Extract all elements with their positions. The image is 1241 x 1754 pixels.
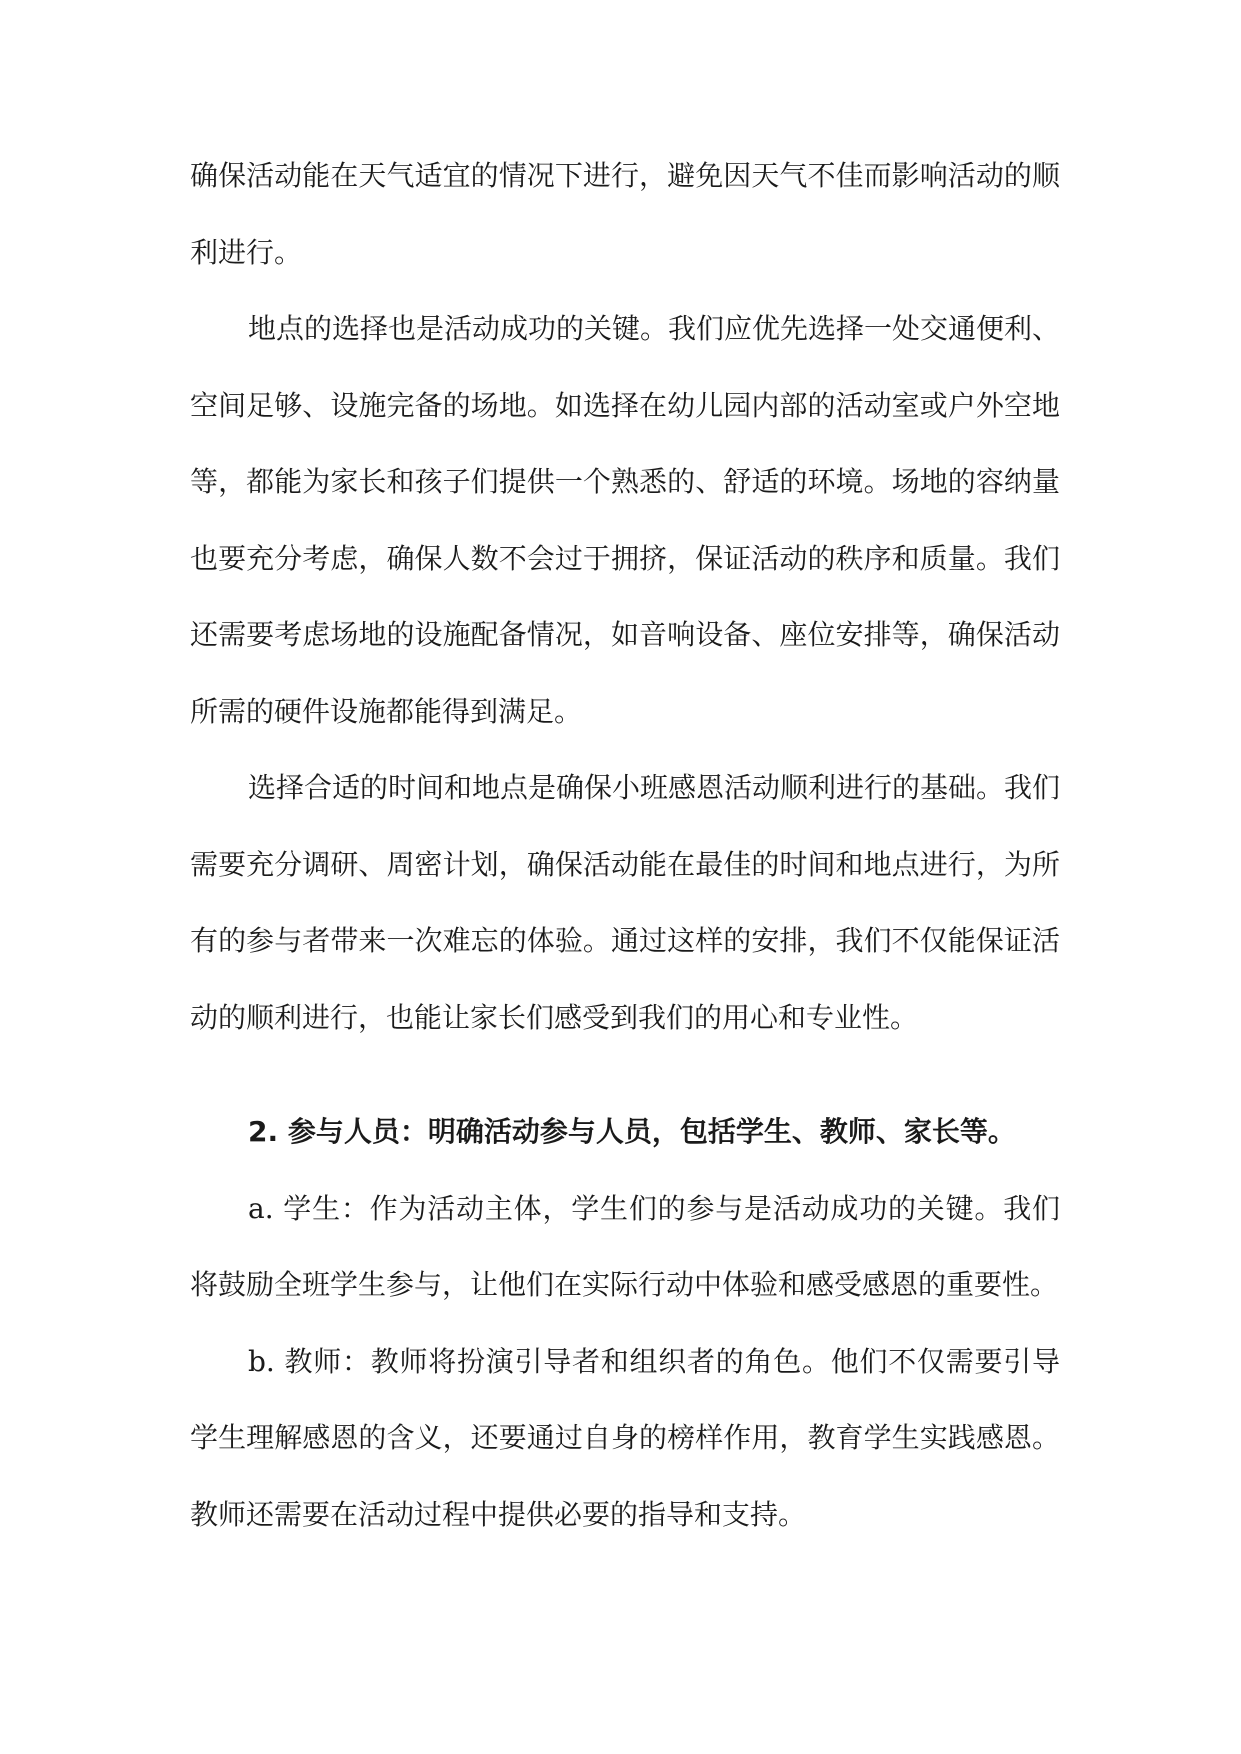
paragraph-venue-selection: 地点的选择也是活动成功的关键。我们应优先选择一处交通便利、空间足够、设施完备的场地。如选择在幼儿园内部的活动室或户外空地等，都能为家长和孩子们提供一个熟悉的、舒适的环境。场地的容纳量也要充分考虑，确保人数不会过于拥挤，保证活动的秩序和质量。我们还需要考虑场地的设施配备情况，如音响设备、座位安排等，确保活动所需的硬件设施都能得到满足。 xyxy=(190,312,1061,728)
paragraph-time-venue-summary: 选择合适的时间和地点是确保小班感恩活动顺利进行的基础。我们需要充分调研、周密计划，确保活动能在最佳的时间和地点进行，为所有的参与者带来一次难忘的体验。通过这样的安排，我们不仅能保证活动的顺利进行，也能让家长们感受到我们的用心和专业性。 xyxy=(190,771,1061,1034)
list-item-students: a. 学生：作为活动主体，学生们的参与是活动成功的关键。我们将鼓励全班学生参与，让他们在实际行动中体验和感受感恩的重要性。 xyxy=(190,1191,1060,1301)
section-heading-participants: 2. 参与人员：明确活动参与人员，包括学生、教师、家长等。 xyxy=(248,1115,1016,1148)
document-page xyxy=(190,138,1060,1553)
list-item-teachers: b. 教师：教师将扮演引导者和组织者的角色。他们不仅需要引导学生理解感恩的含义，还要通过自身的榜样作用，教育学生实践感恩。教师还需要在活动过程中提供必要的指导和支持。 xyxy=(190,1344,1060,1531)
paragraph-weather-continuation: 确保活动能在天气适宜的情况下进行，避免因天气不佳而影响活动的顺利进行。 xyxy=(190,159,1060,269)
